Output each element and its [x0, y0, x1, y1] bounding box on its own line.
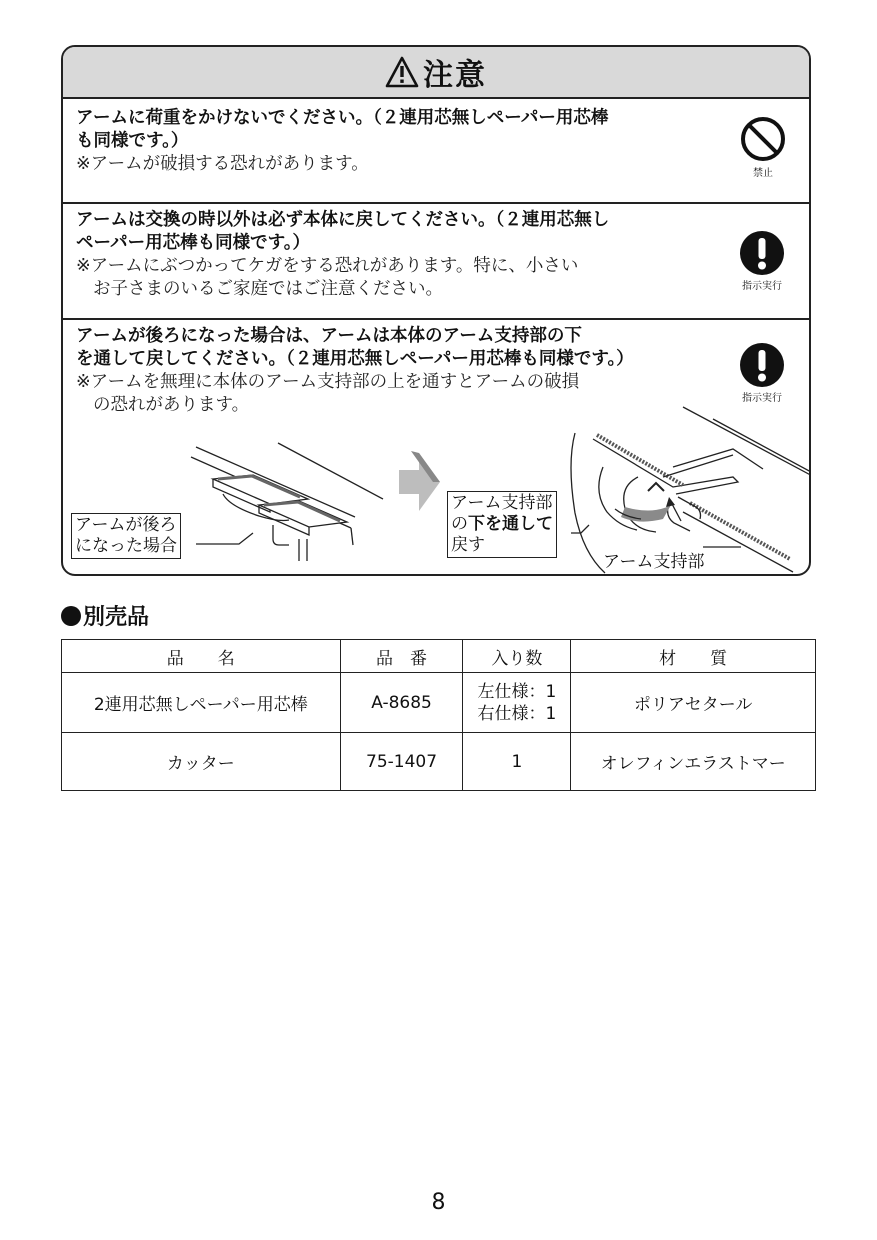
- caution-text: アームに荷重をかけないでください。（２連用芯無しペーパー用芯棒: [76, 108, 609, 128]
- cell-qty: [463, 673, 571, 733]
- column-header: 品 番: [340, 640, 463, 673]
- arrow-icon: [399, 451, 440, 511]
- caution-note: ※アームを無理に本体のアーム支持部の上を通すとアームの破損: [76, 372, 580, 392]
- cell-qty: 1: [463, 733, 571, 791]
- cell-name: 2連用芯無しペーパー用芯棒: [62, 673, 341, 733]
- caution-note: の恐れがあります。: [93, 395, 250, 415]
- caution-text: アームは交換の時以外は必ず本体に戻してください。（２連用芯無し: [76, 210, 610, 230]
- caution-text: を通して戻してください。（２連用芯無しペーパー用芯棒も同様です。）: [76, 349, 634, 369]
- caution-text: も同様です。）: [76, 131, 189, 151]
- column-header: 入り数: [463, 640, 571, 673]
- callout-text-bold: 下を通して: [468, 514, 553, 534]
- cell-material: オレフィンエラストマー: [571, 733, 816, 791]
- accessories-table: [61, 639, 816, 791]
- column-header: 品 名: [62, 640, 341, 673]
- cell-material: ポリアセタール: [571, 673, 816, 733]
- table-row: [62, 673, 816, 733]
- caution-box: [61, 45, 811, 576]
- table-header-row: [62, 640, 816, 673]
- cell-name: カッター: [62, 733, 341, 791]
- caution-note: ※アームが破損する恐れがあります。: [76, 154, 369, 174]
- callout-text: アーム支持部: [451, 493, 553, 513]
- cell-code: A-8685: [340, 673, 463, 733]
- caution-note: お子さまのいるご家庭ではご注意ください。: [93, 279, 443, 299]
- caution-text: アームが後ろになった場合は、アームは本体のアーム支持部の下: [76, 326, 582, 346]
- icon-label: 指示実行: [742, 281, 782, 292]
- caution-text: ペーパー用芯棒も同様です。）: [76, 233, 310, 253]
- section-heading: [61, 600, 149, 631]
- callout-text: になった場合: [75, 536, 177, 556]
- callout-text: アームが後ろ: [75, 515, 177, 535]
- qty-right: 右仕様：1: [477, 703, 557, 724]
- caution-title: 注意: [423, 58, 487, 93]
- cell-code: 75-1407: [340, 733, 463, 791]
- column-header: 材 質: [571, 640, 816, 673]
- page-number: 8: [431, 1190, 446, 1215]
- qty-left: 左仕様：1: [477, 681, 557, 702]
- icon-label: 指示実行: [742, 393, 782, 404]
- table-row: [62, 733, 816, 791]
- callout-text: の: [451, 514, 468, 534]
- callout-text: 戻す: [451, 535, 485, 555]
- icon-label: 禁止: [753, 168, 773, 179]
- arm-illustration: [63, 47, 811, 576]
- callout-arm-behind: [71, 513, 181, 559]
- support-label: アーム支持部: [603, 552, 705, 572]
- bullet-icon: [61, 606, 81, 626]
- caution-note: ※アームにぶつかってケガをする恐れがあります。特に、小さい: [76, 256, 579, 276]
- section-heading-text: 別売品: [83, 605, 150, 630]
- callout-pass-under: [447, 491, 557, 558]
